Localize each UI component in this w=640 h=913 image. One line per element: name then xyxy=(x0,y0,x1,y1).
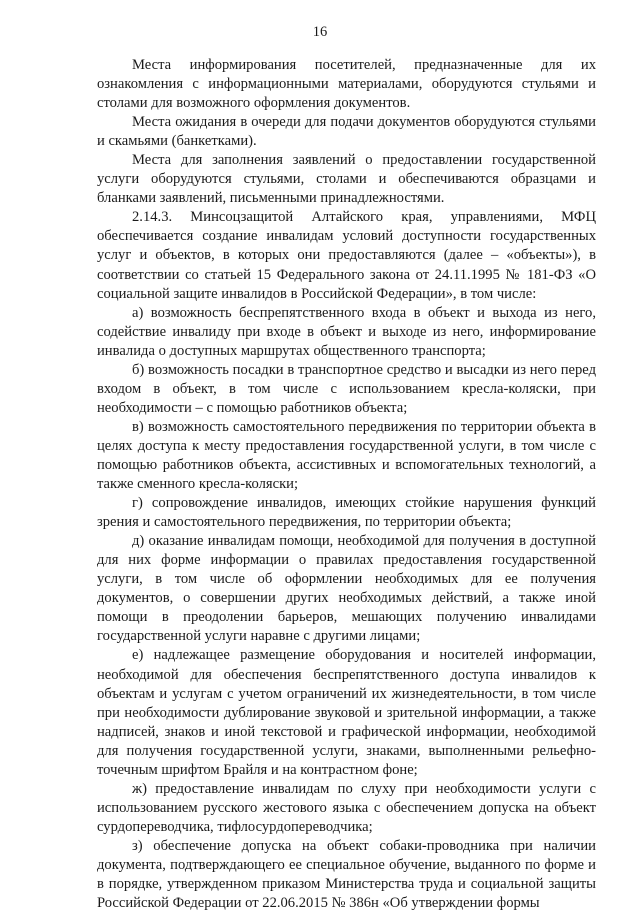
list-item-d: д) оказание инвалидам помощи, необходимой для получения в доступной для них форме информации о правилах предоставления государственной услуги, в том числе об оформлении необходимых для ее получения документов, о совершении других необходимых действий, а также иной помощи в преодолении барьеров, мешающих получению инвалидами государственной услуги наравне с другими лицами; xyxy=(97,533,596,645)
list-item-b: б) возможность посадки в транспортное средство и высадки из него перед входом в объект, в том числе с использованием кресла-коляски, при необходимости – с помощью работников объекта; xyxy=(97,361,596,416)
list-item-zh: ж) предоставление инвалидам по слуху при необходимости услуги с использованием русского жестового языка с обеспечением допуска на объект сурдопереводчика, тифлосурдопереводчика; xyxy=(97,780,596,835)
list-item-e: е) надлежащее размещение оборудования и носителей информации, необходимой для обеспечения беспрепятственного доступа инвалидов к объектам и услугам с учетом ограничений их жизнедеятельности, в том числе при необходимости дублирование звуковой и зрительной информации, а также надписей, знаков и иной текстовой и графической информации, необходимой для получения государственной услуги, знаками, выполненными рельефно-точечным шрифтом Брайля и на контрастном фоне; xyxy=(97,647,596,778)
document-body xyxy=(97,56,596,913)
paragraph-info-places: Места информирования посетителей, предназначенные для их ознакомления с информационными материалами, оборудуются стульями и столами для возможного оформления документов. xyxy=(97,57,596,112)
list-item-z: з) обеспечение допуска на объект собаки-проводника при наличии документа, подтверждающего ее специальное обучение, выданного по форме и в порядке, утвержденном приказом Министерства труда и социальной защиты Российской Федерации от 22.06.2015 № 386н «Об утверждении формы xyxy=(97,837,596,912)
paragraph-clause-2-14-3: 2.14.3. Минсоцзащитой Алтайского края, управлениями, МФЦ обеспечивается создание инвалидам условий доступности государственных услуг и объектов, в которых они предоставляются (далее – «объекты»), в соответствии со статьей 15 Федерального закона от 24.11.1995 № 181-ФЗ «О социальной защите инвалидов в Российской Федерации», в том числе: xyxy=(97,209,596,302)
list-item-g: г) сопровождение инвалидов, имеющих стойкие нарушения функций зрения и самостоятельного передвижения, по территории объекта; xyxy=(97,495,596,531)
list-item-a: а) возможность беспрепятственного входа в объект и выхода из него, содействие инвалиду при входе в объект и выходе из него, информирование инвалида о доступных маршрутах общественного транспорта; xyxy=(97,304,596,359)
paragraph-application-places: Места для заполнения заявлений о предоставлении государственной услуги оборудуются стульями, столами и обеспечиваются образцами и бланками заявлений, письменными принадлежностями. xyxy=(97,152,596,207)
paragraph-waiting-places: Места ожидания в очереди для подачи документов оборудуются стульями и скамьями (банкетками). xyxy=(97,114,596,150)
list-item-v: в) возможность самостоятельного передвижения по территории объекта в целях доступа к месту предоставления государственной услуги, в том числе с помощью работников объекта, ассистивных и вспомогательных технологий, а также сменного кресла-коляски; xyxy=(97,418,596,493)
page-number: 16 xyxy=(312,24,328,40)
